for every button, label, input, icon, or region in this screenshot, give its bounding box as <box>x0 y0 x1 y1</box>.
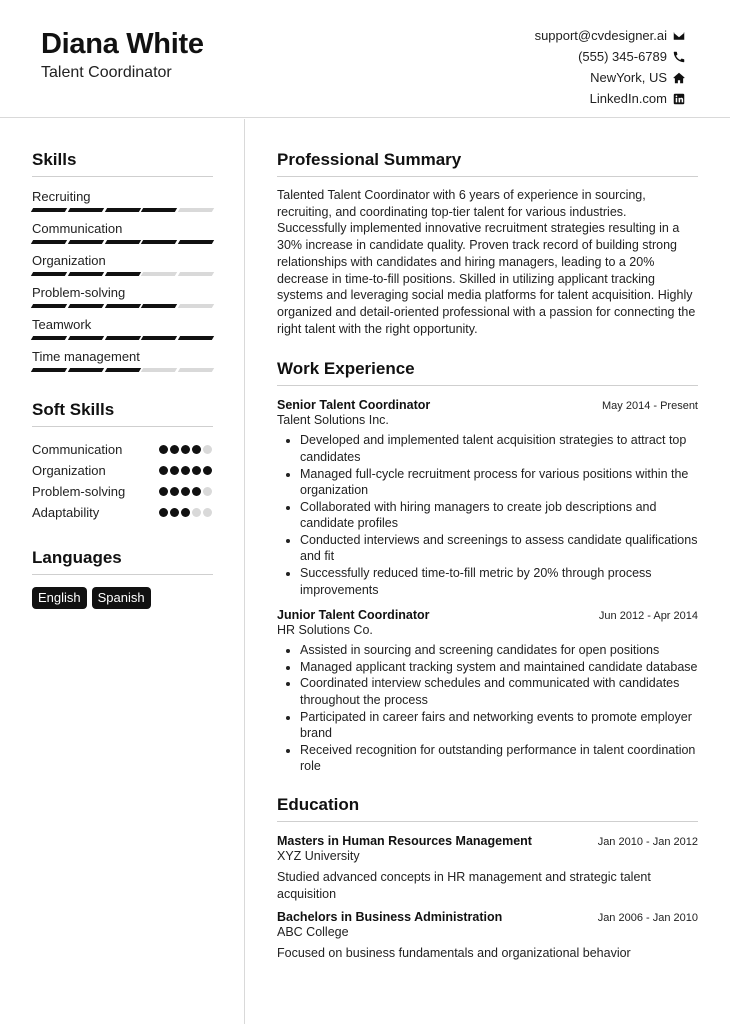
contact-linkedin[interactable] <box>535 88 685 109</box>
language-badge: Spanish <box>92 587 151 609</box>
rating-dot <box>203 466 212 475</box>
job-title: Senior Talent Coordinator <box>277 398 431 413</box>
contact-location <box>535 67 685 88</box>
skill-level-segment <box>178 368 214 372</box>
skill-level-segment <box>141 368 177 372</box>
job-bullets <box>277 642 698 775</box>
summary-heading: Professional Summary <box>277 150 698 177</box>
skill-level-segment <box>31 272 67 276</box>
rating-dot <box>192 445 201 454</box>
skill-level-segment <box>31 208 67 212</box>
education-entry <box>277 910 698 962</box>
soft-skill-item <box>32 502 213 523</box>
skills-heading: Skills <box>32 150 213 177</box>
contact-phone[interactable] <box>535 46 685 67</box>
job-bullet: • Managed full-cycle recruitment process for various positions within the organization <box>300 466 698 499</box>
email-text: support@cvdesigner.ai <box>534 28 667 43</box>
rating-dot <box>181 466 190 475</box>
education-heading: Education <box>277 795 698 822</box>
skill-level-segment <box>31 304 67 308</box>
skill-level-segment <box>68 368 104 372</box>
skill-level-segment <box>141 240 177 244</box>
soft-skill-item <box>32 439 213 460</box>
job-bullet: • Coordinated interview schedules and communicated with candidates throughout the process <box>300 675 698 708</box>
skill-level-segment <box>178 272 214 276</box>
skill-level-segment <box>68 208 104 212</box>
rating-dot <box>203 445 212 454</box>
skill-level-segment <box>141 208 177 212</box>
rating-dot <box>192 487 201 496</box>
languages-heading: Languages <box>32 548 213 575</box>
job-bullet: • Received recognition for outstanding performance in talent coordination role <box>300 742 698 775</box>
skill-label: Problem-solving <box>32 285 126 300</box>
skills-list <box>32 189 213 372</box>
education-date: Jan 2006 - Jan 2010 <box>597 912 698 925</box>
contact-email[interactable] <box>535 25 685 46</box>
language-badge: English <box>32 587 87 609</box>
skill-level-segment <box>104 304 140 308</box>
soft-skill-rating <box>159 445 212 454</box>
phone-text: (555) 345-6789 <box>578 49 667 64</box>
skill-level-bar <box>32 304 213 308</box>
skill-item <box>32 285 213 308</box>
skill-level-segment <box>178 336 214 340</box>
rating-dot <box>170 466 179 475</box>
rating-dot <box>159 487 168 496</box>
soft-skill-rating <box>159 466 212 475</box>
education-description: Studied advanced concepts in HR management and strategic talent acquisition <box>277 870 651 901</box>
job-entry <box>277 608 698 775</box>
work-heading: Work Experience <box>277 359 698 386</box>
skill-label: Time management <box>32 349 140 364</box>
job-date: May 2014 - Present <box>602 400 698 413</box>
rating-dot <box>203 487 212 496</box>
skill-level-segment <box>31 368 67 372</box>
school-name: XYZ University <box>277 849 360 864</box>
skill-item <box>32 317 213 340</box>
rating-dot <box>192 466 201 475</box>
skill-level-bar <box>32 368 213 372</box>
skill-level-segment <box>104 336 140 340</box>
job-bullet: • Participated in career fairs and networking events to promote employer brand <box>300 709 698 742</box>
sidebar <box>32 150 213 609</box>
rating-dot <box>192 508 201 517</box>
rating-dot <box>170 508 179 517</box>
rating-dot <box>170 487 179 496</box>
education-entry <box>277 834 698 902</box>
job-title: Junior Talent Coordinator <box>277 608 430 623</box>
skill-level-segment <box>104 272 140 276</box>
phone-icon <box>673 51 685 63</box>
job-bullet: • Assisted in sourcing and screening candidates for open positions <box>300 642 698 659</box>
job-entry <box>277 398 698 598</box>
degree-title: Bachelors in Business Administration <box>277 910 503 925</box>
skill-level-segment <box>104 240 140 244</box>
skill-level-segment <box>141 304 177 308</box>
location-text: NewYork, US <box>590 70 667 85</box>
linkedin-icon <box>673 93 685 105</box>
rating-dot <box>159 508 168 517</box>
skill-level-bar <box>32 208 213 212</box>
job-bullet: • Managed applicant tracking system and maintained candidate database <box>300 659 698 676</box>
soft-skill-rating <box>159 508 212 517</box>
soft-skills-list <box>32 439 213 523</box>
linkedin-text: LinkedIn.com <box>589 91 667 106</box>
skill-level-segment <box>141 336 177 340</box>
school-name: ABC College <box>277 925 349 940</box>
contact-list <box>535 25 685 109</box>
rating-dot <box>203 508 212 517</box>
skill-level-segment <box>178 208 214 212</box>
summary-text: Talented Talent Coordinator with 6 years of experience in sourcing, recruiting, and coordinating top-tier talent for various industries. Successfully implemented innovative recruitment strategies resulting in a 30% increase in candidate quality. Proven track record of building strong relationships with candidates and hiring managers, leading to a 20% decrease in time-to-fill positions. Skilled in utilizing applicant tracking systems and leveraging social media platforms for talent acquisition. Highly organized and detail-oriented professional with a passion for connecting the right talent with the right opportunity. <box>277 188 696 336</box>
skill-level-bar <box>32 240 213 244</box>
languages-list <box>32 587 213 609</box>
main-content <box>277 150 698 970</box>
soft-skills-heading: Soft Skills <box>32 400 213 427</box>
education-date: Jan 2010 - Jan 2012 <box>597 836 698 849</box>
rating-dot <box>181 487 190 496</box>
skill-level-bar <box>32 272 213 276</box>
rating-dot <box>170 445 179 454</box>
skill-level-segment <box>141 272 177 276</box>
soft-skill-label: Organization <box>32 463 106 478</box>
skill-level-segment <box>68 272 104 276</box>
skill-level-segment <box>68 304 104 308</box>
skill-level-segment <box>31 240 67 244</box>
rating-dot <box>159 445 168 454</box>
candidate-title: Talent Coordinator <box>41 64 172 81</box>
skill-label: Communication <box>32 221 123 236</box>
candidate-name: Diana White <box>41 28 204 60</box>
job-bullets <box>277 432 698 598</box>
degree-title: Masters in Human Resources Management <box>277 834 532 849</box>
skill-level-segment <box>178 240 214 244</box>
soft-skill-label: Communication <box>32 442 123 457</box>
soft-skill-label: Problem-solving <box>32 484 126 499</box>
skill-item <box>32 253 213 276</box>
skill-label: Teamwork <box>32 317 92 332</box>
skill-item <box>32 221 213 244</box>
skill-level-segment <box>68 240 104 244</box>
rating-dot <box>159 466 168 475</box>
job-bullet: • Successfully reduced time-to-fill metric by 20% through process improvements <box>300 565 698 598</box>
rating-dot <box>181 508 190 517</box>
skill-item <box>32 189 213 212</box>
job-bullet: • Collaborated with hiring managers to create job descriptions and candidate profiles <box>300 499 698 532</box>
soft-skill-rating <box>159 487 212 496</box>
rating-dot <box>181 445 190 454</box>
skill-level-segment <box>104 208 140 212</box>
job-bullet: • Developed and implemented talent acquisition strategies to attract top candidates <box>300 432 698 465</box>
job-date: Jun 2012 - Apr 2014 <box>598 610 698 623</box>
skill-level-bar <box>32 336 213 340</box>
skill-label: Organization <box>32 253 106 268</box>
resume-header <box>0 0 730 118</box>
skill-level-segment <box>104 368 140 372</box>
soft-skill-item <box>32 460 213 481</box>
skill-item <box>32 349 213 372</box>
education-description: Focused on business fundamentals and organizational behavior <box>277 946 631 961</box>
home-icon <box>673 72 685 84</box>
column-divider <box>244 119 245 1024</box>
envelope-icon <box>673 30 685 42</box>
soft-skill-label: Adaptability <box>32 505 100 520</box>
job-bullet: • Conducted interviews and screenings to assess candidate qualifications and fit <box>300 532 698 565</box>
skill-label: Recruiting <box>32 189 91 204</box>
job-company: Talent Solutions Inc. <box>277 413 389 428</box>
skill-level-segment <box>31 336 67 340</box>
skill-level-segment <box>68 336 104 340</box>
soft-skill-item <box>32 481 213 502</box>
skill-level-segment <box>178 304 214 308</box>
job-company: HR Solutions Co. <box>277 623 373 638</box>
